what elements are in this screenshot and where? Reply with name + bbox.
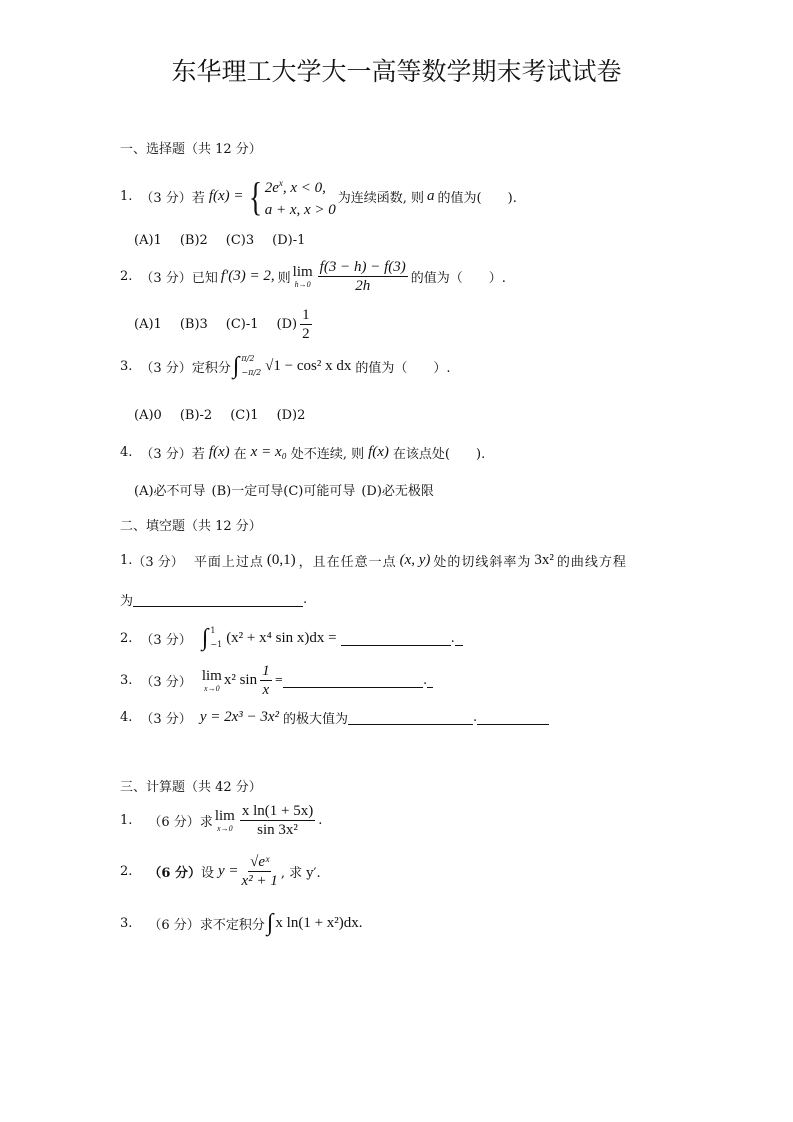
question-number: 4.	[120, 445, 133, 460]
math-expr: x² sin	[223, 672, 258, 688]
option-d-fraction	[300, 306, 312, 343]
blank-tail	[477, 710, 549, 725]
lower-limit: −1	[210, 640, 223, 649]
question-score: （3 分）	[140, 632, 192, 648]
option-b: (B)3	[179, 317, 208, 332]
question-number: 2.	[120, 864, 133, 879]
period: .	[303, 592, 308, 607]
calc-question-3	[120, 910, 363, 937]
answer-blank[interactable]	[348, 710, 473, 725]
math-expr: x = x₀	[250, 444, 287, 460]
answer-blank[interactable]	[283, 673, 423, 688]
denominator: 2	[302, 326, 310, 342]
lim-subscript: x→0	[204, 684, 220, 693]
option-d: (D)-1	[272, 233, 306, 248]
denominator: x² + 1	[241, 873, 278, 889]
case-1-tail: , x < 0,	[282, 180, 326, 196]
option-c: (C)-1	[225, 317, 259, 332]
question-text: 定积分	[191, 360, 231, 376]
option-b: (B)一定可导	[211, 484, 284, 499]
question-number: 4.	[120, 710, 133, 725]
question-score: （3 分）	[140, 447, 192, 462]
section-heading-calc: 三、计算题（共 42 分）	[120, 780, 262, 795]
numerator: f(3 − h) − f(3)	[319, 259, 406, 275]
answer-blank[interactable]	[341, 631, 451, 646]
blank-tail	[455, 631, 463, 646]
question-text: 求	[199, 815, 213, 830]
question-text: 在该点处( ).	[392, 447, 486, 462]
option-b: (B)2	[179, 233, 208, 248]
fraction	[240, 802, 315, 839]
numerator: √eˣ	[250, 854, 270, 870]
blank-tail	[427, 673, 433, 688]
question-text: 处的切线斜率为	[433, 555, 532, 570]
fill-question-3	[120, 662, 433, 699]
fraction	[318, 258, 408, 295]
math-expr: f(x)	[208, 444, 230, 460]
denominator: 2h	[355, 278, 371, 294]
equals: =	[274, 675, 283, 686]
numerator: 1	[262, 663, 270, 679]
math-expr: 3x²	[534, 552, 554, 568]
option-a: (A)必不可导	[134, 484, 206, 499]
question-text: ，且在任意一点	[298, 555, 397, 570]
numerator: x ln(1 + 5x)	[241, 803, 314, 819]
math-expr: x ln(1 + x²)dx.	[275, 915, 363, 931]
fill-question-2	[120, 624, 463, 652]
option-d: (D)必无极限	[361, 484, 434, 499]
option-c: (C)3	[225, 233, 255, 248]
question-number: 1.	[120, 189, 133, 204]
lower-limit: −π/2	[241, 368, 262, 377]
question-score: （3 分）	[140, 675, 192, 690]
question-score: （6 分）	[148, 866, 201, 881]
upper-limit: π/2	[241, 354, 255, 363]
fill-question-1-cont	[120, 590, 307, 609]
question-number: 1.	[120, 813, 133, 828]
question-score: （3 分）	[132, 555, 184, 570]
math-expr: y =	[218, 863, 239, 879]
section-heading-choice: 一、选择题（共 12 分）	[120, 142, 262, 157]
option-a: (A)1	[134, 233, 162, 248]
math-expr: f(x)	[368, 444, 389, 460]
question-score: （3 分）	[140, 191, 192, 206]
lim-subscript: h→0	[294, 280, 311, 289]
question-text: 处不连续, 则	[290, 447, 365, 462]
math-expr: (x, y)	[399, 552, 431, 568]
math-expr: f(x) =	[208, 188, 244, 204]
math-expr: f′(3) = 2,	[220, 268, 275, 284]
question-text: 平面上过点	[193, 555, 264, 570]
question-score: （6 分）	[148, 815, 200, 830]
question-text: 为连续函数, 则	[337, 191, 425, 206]
choice-options-2	[134, 306, 315, 343]
question-number: 3.	[120, 916, 133, 931]
denominator: sin 3x²	[257, 822, 298, 838]
calc-question-2	[120, 853, 321, 890]
question-number: 1.	[120, 553, 133, 568]
option-c: (C)1	[230, 408, 259, 423]
integral-symbol: ∫	[201, 624, 209, 651]
question-text: 求不定积分	[199, 918, 265, 933]
period: .	[473, 710, 478, 725]
case-2: a + x, x > 0	[264, 202, 336, 218]
fraction	[260, 662, 272, 699]
denominator: x	[262, 682, 270, 698]
math-expr: (x² + x⁴ sin x)dx =	[226, 629, 337, 646]
choice-question-4	[120, 443, 485, 462]
question-text: , 求 y′.	[280, 866, 321, 881]
question-text: 在	[233, 447, 247, 462]
answer-blank[interactable]	[133, 592, 303, 607]
lim-symbol: lim	[292, 264, 313, 280]
lim-symbol: lim	[214, 808, 235, 824]
question-number: 2.	[120, 630, 133, 646]
question-text: 则	[277, 271, 291, 286]
upper-limit: 1	[210, 626, 216, 635]
math-expr: y = 2x³ − 3x²	[199, 709, 280, 725]
option-a: (A)1	[134, 317, 162, 332]
question-score: （3 分）	[140, 360, 192, 376]
option-b: (B)-2	[179, 408, 213, 423]
piecewise-cases	[265, 172, 336, 221]
fill-question-1	[120, 551, 627, 570]
question-text: 若	[191, 191, 205, 206]
integral-symbol: ∫	[266, 910, 274, 936]
choice-question-1	[120, 172, 517, 221]
integral-symbol: ∫	[232, 352, 240, 379]
case-1-sup: x	[278, 178, 283, 188]
calc-question-1	[120, 802, 322, 839]
question-text: 设	[200, 866, 214, 881]
option-d: (D)2	[276, 408, 306, 423]
page-title: 东华理工大学大一高等数学期末考试试卷	[171, 57, 622, 86]
case-1: 2e	[264, 180, 279, 196]
lim-subscript: x→0	[217, 824, 233, 833]
question-number: 2.	[120, 269, 133, 284]
integrand: √1 − cos² x dx	[265, 357, 352, 374]
question-score: （3 分）	[140, 712, 192, 727]
period: .	[450, 630, 455, 646]
question-text: 的值为( ).	[437, 191, 517, 206]
period: .	[422, 673, 428, 688]
choice-question-3	[120, 352, 450, 380]
question-text: 的极大值为	[283, 712, 349, 727]
integral-limits	[210, 624, 222, 652]
question-text: 已知	[191, 271, 218, 286]
numerator: 1	[302, 307, 310, 323]
question-number: 3.	[120, 358, 133, 374]
choice-question-2	[120, 258, 506, 295]
question-text: 的值为（ ）.	[410, 271, 506, 286]
option-d: (D)	[276, 317, 298, 332]
fraction	[242, 853, 278, 890]
lim-symbol: lim	[201, 668, 222, 684]
question-score: （6 分）	[148, 918, 200, 933]
integral-limits	[241, 352, 261, 380]
choice-options-3	[134, 408, 323, 423]
question-text: 的值为（ ）.	[355, 360, 451, 376]
fill-question-4	[120, 708, 549, 727]
choice-options-1	[134, 233, 323, 248]
math-expr: (0,1)	[266, 552, 296, 568]
question-text: 为	[120, 594, 134, 609]
math-var: a	[427, 188, 435, 204]
choice-options-4	[134, 480, 434, 499]
option-a: (A)0	[134, 408, 162, 423]
section-heading-fill: 二、填空题（共 12 分）	[120, 519, 262, 534]
question-score: （3 分）	[140, 271, 192, 286]
brace-symbol: {	[248, 173, 262, 219]
question-text: 若	[191, 447, 205, 462]
option-c: (C)可能可导	[283, 484, 356, 499]
period: .	[318, 813, 323, 828]
question-number: 3.	[120, 673, 133, 688]
question-text: 的曲线方程	[556, 555, 627, 570]
